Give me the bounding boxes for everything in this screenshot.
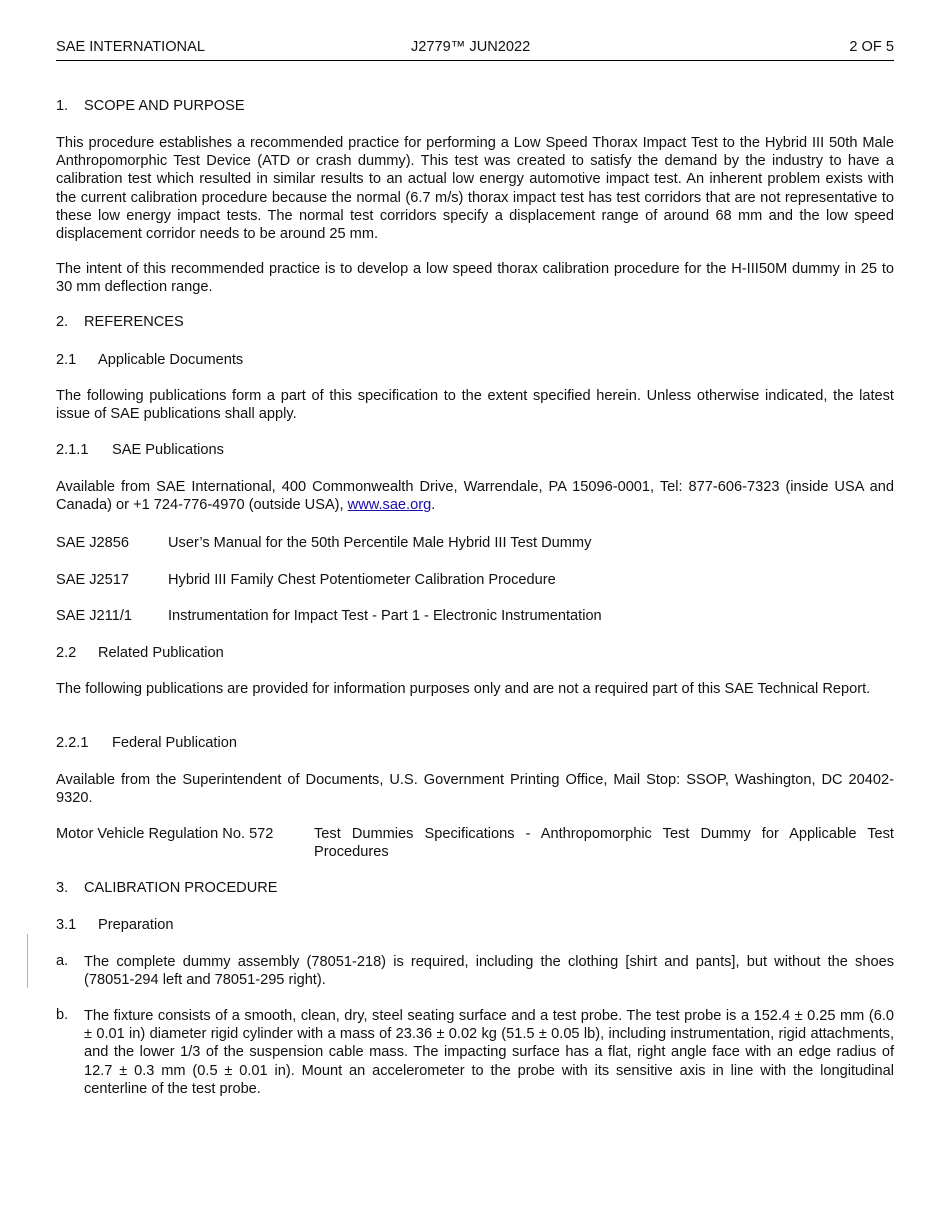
availability-text-end: . [431, 497, 436, 514]
federal-publication-paragraph: Available from the Superintendent of Documents, U.S. Government Printing Office, Mail Stop: SSOP, Washington, DC 20402-9320. [56, 772, 894, 807]
reference-code: SAE J2856 [56, 535, 130, 551]
reference-title: User’s Manual for the 50th Percentile Male Hybrid III Test Dummy [168, 535, 592, 551]
section-number: 2.2 [56, 645, 77, 661]
reference-title: Instrumentation for Impact Test - Part 1 - Electronic Instrumentation [168, 608, 602, 624]
section-3-heading [56, 879, 894, 897]
section-title: Preparation [98, 917, 174, 933]
section-2-1-1-heading [56, 441, 894, 459]
section-2-2-heading [56, 644, 894, 662]
list-item-text: The complete dummy assembly (78051-218) is required, including the clothing [shirt and pants], but without the shoes (78051-294 left and 78051-295 right). [84, 954, 894, 989]
section-title: Federal Publication [112, 735, 237, 751]
section-number: 3. [56, 880, 69, 896]
list-item-label: a. [56, 953, 69, 969]
section-3-1-heading [56, 916, 894, 934]
section-2-1-heading [56, 351, 894, 369]
section-title: Related Publication [98, 645, 224, 661]
section-number: 2.2.1 [56, 735, 89, 751]
sae-publications-paragraph [56, 478, 894, 514]
section-2-heading [56, 313, 894, 331]
section-title: Applicable Documents [98, 352, 244, 368]
availability-text: Available from SAE International, 400 Commonwealth Drive, Warrendale, PA 15096-0001, Tel: 877-606-7323 (inside USA and Canada) or +1 724-776-4970 (outside USA), [56, 479, 894, 514]
change-bar [27, 934, 28, 988]
scope-paragraph-2: The intent of this recommended practice is to develop a low speed thorax calibration procedure for the H-III50M dummy in 25 to 30 mm deflection range. [56, 261, 894, 296]
section-title: SCOPE AND PURPOSE [84, 98, 245, 114]
section-number: 2. [56, 314, 69, 330]
section-2-2-1-heading [56, 734, 894, 752]
section-title: SAE Publications [112, 442, 224, 458]
applicable-documents-paragraph: The following publications form a part of this specification to the extent specified herein. Unless otherwise indicated, the latest issue of SAE publications shall apply. [56, 388, 894, 423]
sae-website-link[interactable]: www.sae.org [347, 497, 432, 514]
header-page-number: 2 OF 5 [849, 39, 894, 55]
list-item-label: b. [56, 1007, 69, 1023]
section-1-heading [56, 97, 894, 115]
reference-code: SAE J211/1 [56, 608, 132, 624]
section-title: CALIBRATION PROCEDURE [84, 880, 278, 896]
header-publisher: SAE INTERNATIONAL [56, 39, 205, 55]
reference-code: SAE J2517 [56, 572, 130, 588]
related-publication-paragraph: The following publications are provided for information purposes only and are not a required part of this SAE Technical Report. [56, 681, 871, 697]
header-document-id: J2779™ JUN2022 [411, 39, 531, 55]
reference-code: Motor Vehicle Regulation No. 572 [56, 826, 274, 842]
section-title: REFERENCES [84, 314, 184, 330]
list-item-text: The fixture consists of a smooth, clean, dry, steel seating surface and a test probe. The test probe is a 152.4 ± 0.25 mm (6.0 ± 0.01 in) diameter rigid cylinder with a mass of 23.36 ± 0.02 kg (51.5 ± 0.05 lb), including instrumentation, rigid attachments, and the lower 1/3 of the suspension cable mass. The impacting surface has a flat, right angle face with an edge radius of 12.7 ± 0.3 mm (0.5 ± 0.01 in). Mount an accelerometer to the probe with its sensitive axis in line with the longitudinal centerline of the test probe. [84, 1008, 894, 1097]
section-number: 2.1.1 [56, 442, 89, 458]
section-number: 3.1 [56, 917, 77, 933]
reference-title: Test Dummies Specifications - Anthropomorphic Test Dummy for Applicable Test Procedures [314, 826, 894, 861]
reference-title: Hybrid III Family Chest Potentiometer Calibration Procedure [168, 572, 556, 588]
section-number: 2.1 [56, 352, 77, 368]
list-item [56, 953, 894, 993]
list-item [56, 1007, 894, 1102]
section-number: 1. [56, 98, 69, 114]
federal-reference-row [56, 825, 894, 865]
scope-paragraph-1: This procedure establishes a recommended practice for performing a Low Speed Thorax Impact Test to the Hybrid III 50th Male Anthropomorphic Test Device (ATD or crash dummy). This test was created to satisfy the demand by the industry to have a calibration test which resulted in similar results to an actual low energy automotive impact test. An inherent problem exists with the current calibration procedure because the normal (6.7 m/s) thorax impact test has test corridors that are not representative to these low energy impact tests. The normal test corridors specify a displacement range of around 68 mm and the low speed displacement corridor needs to be around 25 mm. [56, 135, 894, 243]
page-header [56, 38, 894, 61]
